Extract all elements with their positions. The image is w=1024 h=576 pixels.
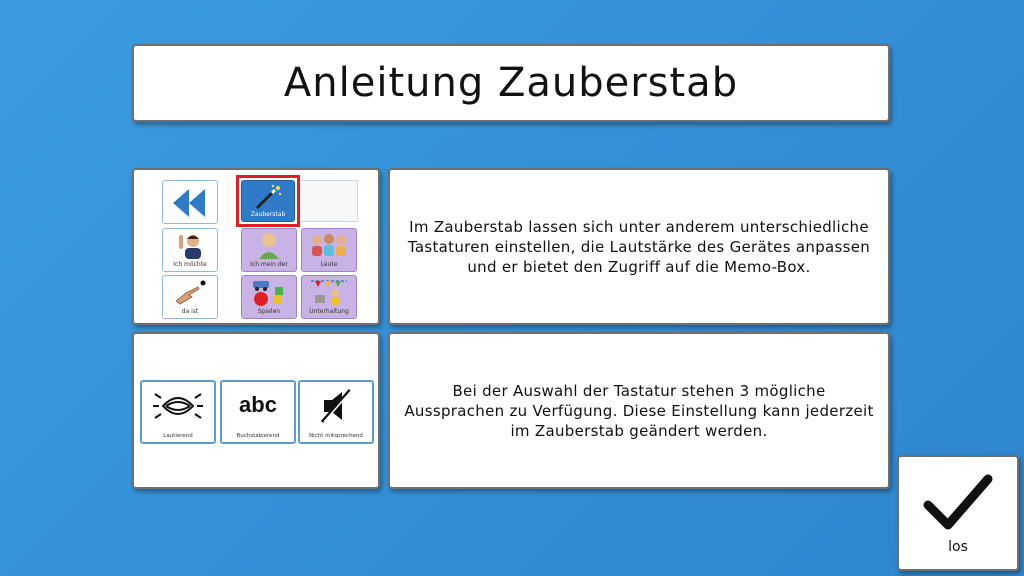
pointing-hand-icon xyxy=(172,279,208,305)
person-icon xyxy=(256,231,282,259)
unterhaltung-cell xyxy=(301,275,357,319)
checkmark-icon xyxy=(918,467,998,537)
keyboard-option-lautierend xyxy=(140,380,216,444)
spielen-label: Spielen xyxy=(257,308,281,315)
grid-preview-panel xyxy=(132,168,380,325)
mute-speaker-icon xyxy=(316,386,356,426)
person-raising-hand-icon xyxy=(175,231,205,261)
unterhaltung-label: Unterhaltung xyxy=(309,308,349,315)
ich-mein-der-label: Ich mein der xyxy=(250,261,288,268)
da-ist-label: da ist xyxy=(181,308,199,315)
da-ist-cell xyxy=(162,275,218,319)
toys-icon xyxy=(249,277,289,307)
keyboard-label: Buchstabierend xyxy=(236,433,280,439)
section2-description: Bei der Auswahl der Tastatur stehen 3 mögliche Aussprachen zu Verfügung. Diese Einstellung kann jederzeit im Zauberstab geändert werden. xyxy=(404,381,874,440)
page-title: Anleitung Zauberstab xyxy=(283,60,739,106)
top-strip xyxy=(300,180,358,222)
section1-description-panel xyxy=(388,168,890,325)
los-button[interactable] xyxy=(897,455,1019,571)
magic-wand-icon xyxy=(253,184,283,210)
section2-description-panel xyxy=(388,332,890,489)
ich-moechte-cell xyxy=(162,228,218,272)
entertainment-icon xyxy=(309,277,349,307)
abc-icon: abc xyxy=(239,392,277,417)
double-left-arrow-icon xyxy=(173,189,207,217)
group-of-people-icon xyxy=(309,231,349,259)
keyboard-option-buchstabierend xyxy=(220,380,296,444)
back-cell xyxy=(162,180,218,224)
mouth-icon xyxy=(151,388,205,424)
zauberstab-cell xyxy=(241,180,295,222)
keyboard-label: Lautierend xyxy=(163,433,193,439)
section1-description: Im Zauberstab lassen sich unter anderem unterschiedliche Tastaturen einstellen, die Lautstärke des Gerätes anpassen und er bietet den Zugriff auf die Memo-Box. xyxy=(407,217,871,276)
ich-moechte-label: Ich möchte xyxy=(173,261,207,268)
spielen-cell xyxy=(241,275,297,319)
keyboard-label: Nicht mitsprechend xyxy=(309,433,363,439)
leute-cell xyxy=(301,228,357,272)
ich-mein-der-cell xyxy=(241,228,297,272)
zauberstab-label: Zauberstab xyxy=(250,211,286,218)
los-label: los xyxy=(948,539,968,555)
keyboard-options-panel xyxy=(132,332,380,489)
leute-label: Leute xyxy=(320,261,338,268)
title-panel xyxy=(132,44,890,122)
keyboard-option-nicht-mitsprechend xyxy=(298,380,374,444)
